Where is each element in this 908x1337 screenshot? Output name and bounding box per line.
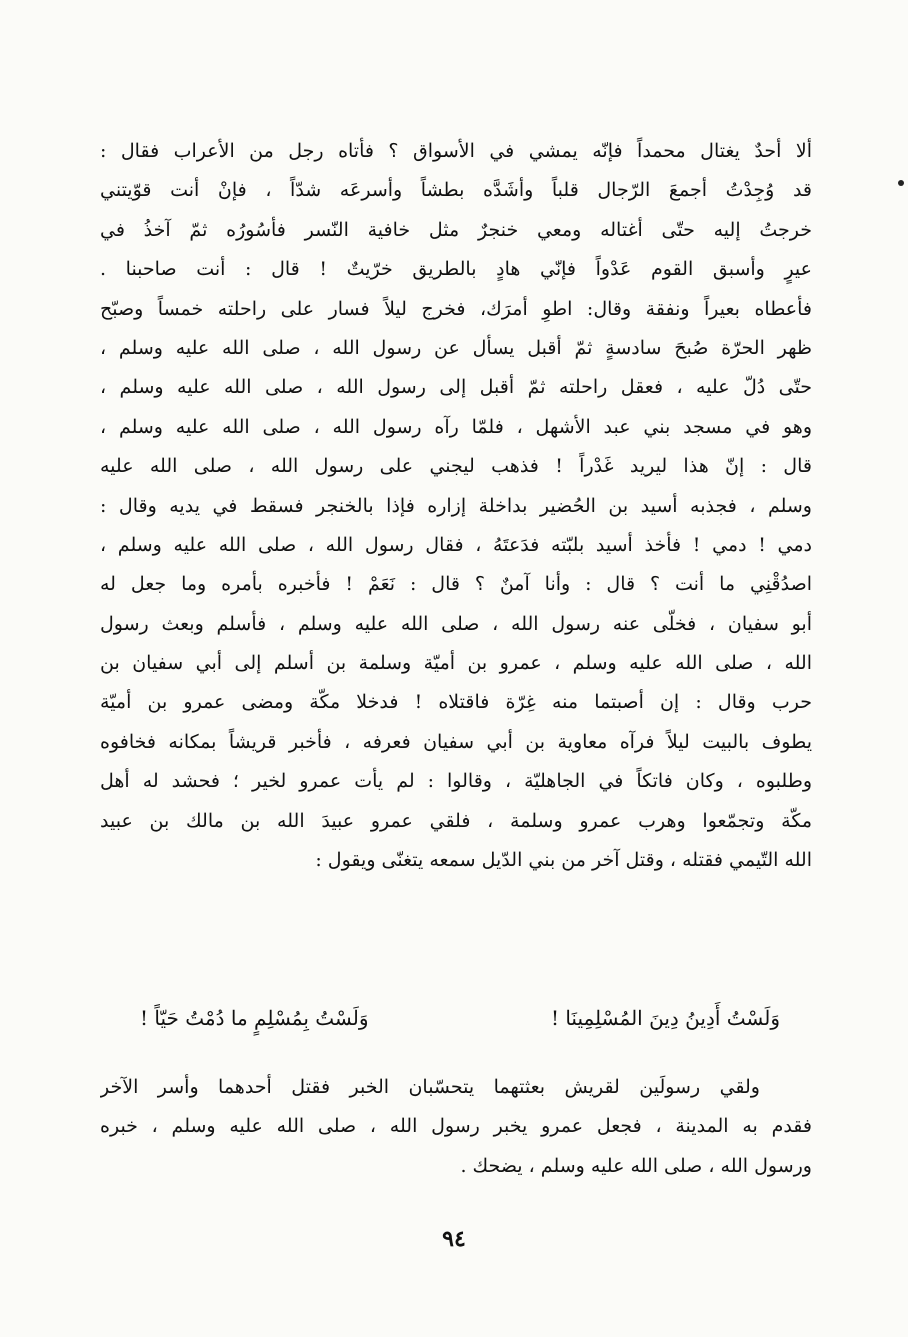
text-line: قال : إنّ هذا ليريد غَدْراً ! فذهب ليجني على رسول الله ، صلى الله عليه [100, 455, 812, 478]
text-line: حتّى دُلّ عليه ، فعقل راحلته ثمّ أقبل إلى رسول الله ، صلى الله عليه وسلم ، [100, 376, 812, 399]
text-line: وطلبوه ، وكان فاتكاً في الجاهليّة ، وقالوا : لم يأت عمرو لخير ؛ فحشد له أهل [100, 770, 812, 793]
ink-speck [898, 180, 904, 186]
text-line: ظهر الحرّة صُبحَ سادسةٍ ثمّ أقبل يسأل عن رسول الله ، صلى الله عليه وسلم ، [100, 336, 812, 359]
text-line: وسلم ، فجذبه أسيد بن الحُضير بداخلة إزاره فإذا بالخنجر فسقط في يديه وقال : [100, 494, 812, 517]
text-line: ولقي رسولَين لقريش بعثتهما يتحسّبان الخبر فقتل أحدهما وأسر الآخر [100, 1076, 760, 1098]
poem-hemistich-right: وَلَسْتُ أَدِينُ دِينَ المُسْلِمِينَا ! [550, 1006, 780, 1030]
text-line: خرجتُ إليه حتّى أغتاله ومعي خنجرٌ مثل خافية النّسر فأسُورُه ثمّ آخذُ في [100, 218, 812, 241]
poem-hemistich-left: وَلَسْتُ بِمُسْلِمٍ ما دُمْتُ حَيّاً ! [140, 1006, 369, 1030]
text-line: حرب وقال : إن أصبتما منه غِرّة فاقتلاه ! فدخلا مكّة ومضى عمرو بن أميّة [100, 691, 812, 714]
page-number: ٩٤ [442, 1226, 466, 1252]
text-line: الله ، صلى الله عليه وسلم ، عمرو بن أميّة وسلمة بن أسلم إلى أبي سفيان بن [100, 652, 812, 675]
poem-verse [140, 1000, 780, 1036]
closing-paragraph [100, 1068, 812, 1186]
text-line: اصدُقْنِي ما أنت ؟ قال : وأنا آمنٌ ؟ قال : نَعَمْ ! فأخبره بأمره وما جعل له [100, 573, 812, 596]
text-line: عيرٍ وأسبق القوم عَدْواً فإنّي هادٍ بالطريق خرّيتٌ ! قال : أنت صاحبنا . [100, 258, 812, 281]
text-line: فأعطاه بعيراً ونفقة وقال: اطوِ أمرَك، فخرج ليلاً فسار على راحلته خمساً وصبّح [100, 297, 812, 320]
text-line: ألا أحدٌ يغتال محمداً فإنّه يمشي في الأسواق ؟ فأتاه رجل من الأعراب فقال : [100, 140, 812, 162]
text-line: يطوف بالبيت ليلاً فرآه معاوية بن أبي سفيان فعرفه ، فأخبر قريشاً بمكانه فخافوه [100, 730, 812, 753]
text-line: أبو سفيان ، فخلّى عنه رسول الله ، صلى الله عليه وسلم ، فأسلم وبعث رسول [100, 612, 812, 635]
text-line: الله التّيمي فقتله ، وقتل آخر من بني الدّيل سمعه يتغنّى ويقول : [315, 849, 812, 872]
text-line: ورسول الله ، صلى الله عليه وسلم ، يضحك . [460, 1154, 812, 1177]
text-line: مكّة وتجمّعوا وهرب عمرو وسلمة ، فلقي عمرو عبيدَ الله بن مالك بن عبيد [100, 809, 812, 832]
text-line: قد وُجِدْتُ أجمعَ الرّجال قلباً وأشَدَّه بطشاً وأسرعَه شدّاً ، فإنْ أنت قوّيتني [100, 179, 812, 202]
main-paragraph [100, 132, 812, 880]
text-line: وهو في مسجد بني عبد الأشهل ، فلمّا رآه رسول الله ، صلى الله عليه وسلم ، [100, 415, 812, 438]
text-line: دمي ! دمي ! فأخذ أسيد بلبّته فدَعتَهُ ، فقال رسول الله ، صلى الله عليه وسلم ، [100, 533, 812, 556]
text-line: فقدم به المدينة ، فجعل عمرو يخبر رسول الله ، صلى الله عليه وسلم ، خبره [100, 1115, 812, 1138]
